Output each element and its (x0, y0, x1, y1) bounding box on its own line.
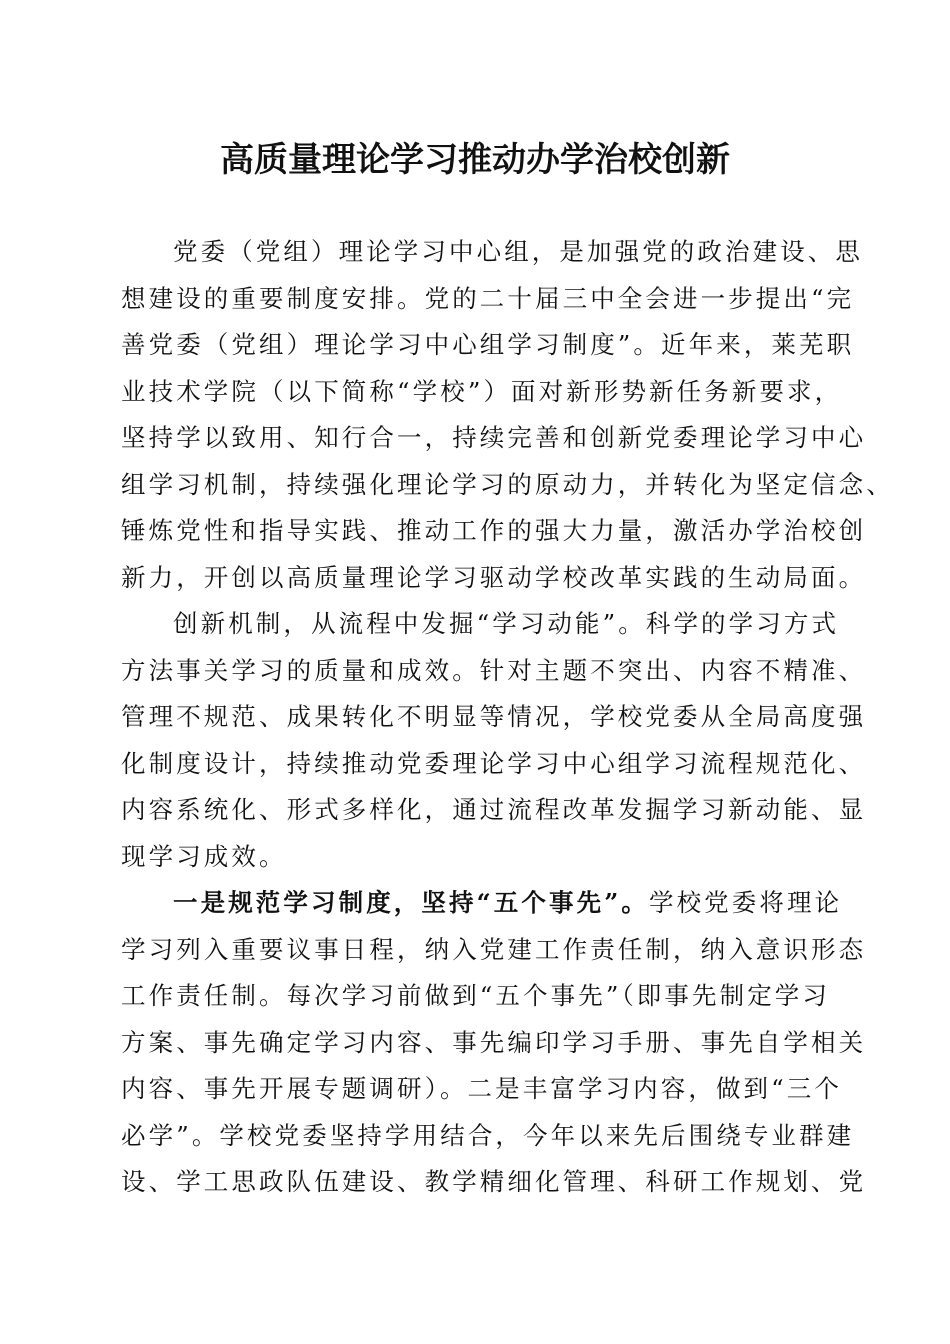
text-line: 工作责任制。每次学习前做到“五个事先”（即事先制定学习 (121, 981, 830, 1010)
text-line: 方案、事先确定学习内容、事先编印学习手册、事先自学相关 (121, 1027, 867, 1057)
document-title: 高质量理论学习推动办学治校创新 (220, 140, 730, 180)
text-line: 内容系统化、形式多样化，通过流程改革发掘学习新动能、显 (121, 795, 867, 824)
text-line: 新力，开创以高质量理论学习驱动学校改革实践的生动局面。 (121, 562, 867, 592)
text-line-with-heading (121, 880, 843, 927)
text-line: 坚持学以致用、知行合一，持续完善和创新党委理论学习中心 (121, 423, 867, 452)
text-line: 学习列入重要议事日程，纳入党建工作责任制，纳入意识形态 (121, 934, 867, 964)
text-line: 锤炼党性和指导实践、推动工作的强大力量，激活办学治校创 (121, 516, 867, 545)
text-line: 组学习机制，持续强化理论学习的原动力，并转化为坚定信念、 (121, 469, 894, 499)
text-line: 现学习成效。 (121, 841, 287, 871)
document-body (121, 229, 894, 1206)
paragraph-2 (121, 601, 867, 880)
text-line: 创新机制，从流程中发掘“学习动能”。科学的学习方式 (173, 609, 840, 638)
text-line: 想建设的重要制度安排。党的二十届三中全会进一步提出“完 (121, 283, 855, 313)
text-line: 业技术学院（以下简称“学校”）面对新形势新任务新要求， (121, 376, 843, 406)
text-line: 方法事关学习的质量和成效。针对主题不突出、内容不精准、 (121, 655, 867, 685)
paragraph-3 (121, 880, 867, 1206)
text-line: 党委（党组）理论学习中心组，是加强党的政治建设、思 (173, 237, 863, 266)
text-line: 必学”。学校党委坚持学用结合，今年以来先后围绕专业群建 (121, 1120, 855, 1150)
text-line: 善党委（党组）理论学习中心组学习制度”。近年来，莱芜职 (121, 330, 855, 359)
text-line: 内容、事先开展专题调研）。二是丰富学习内容，做到“三个 (121, 1074, 842, 1103)
inline-text: 学校党委将理论 (648, 888, 843, 917)
text-line: 管理不规范、成果转化不明显等情况，学校党委从全局高度强 (121, 702, 867, 731)
text-line: 设、学工思政队伍建设、教学精细化管理、科研工作规划、党 (121, 1167, 867, 1196)
text-line: 化制度设计，持续推动党委理论学习中心组学习流程规范化、 (121, 748, 867, 778)
inline-heading: 一是规范学习制度，坚持“五个事先”。 (173, 888, 649, 917)
paragraph-1 (121, 229, 894, 601)
